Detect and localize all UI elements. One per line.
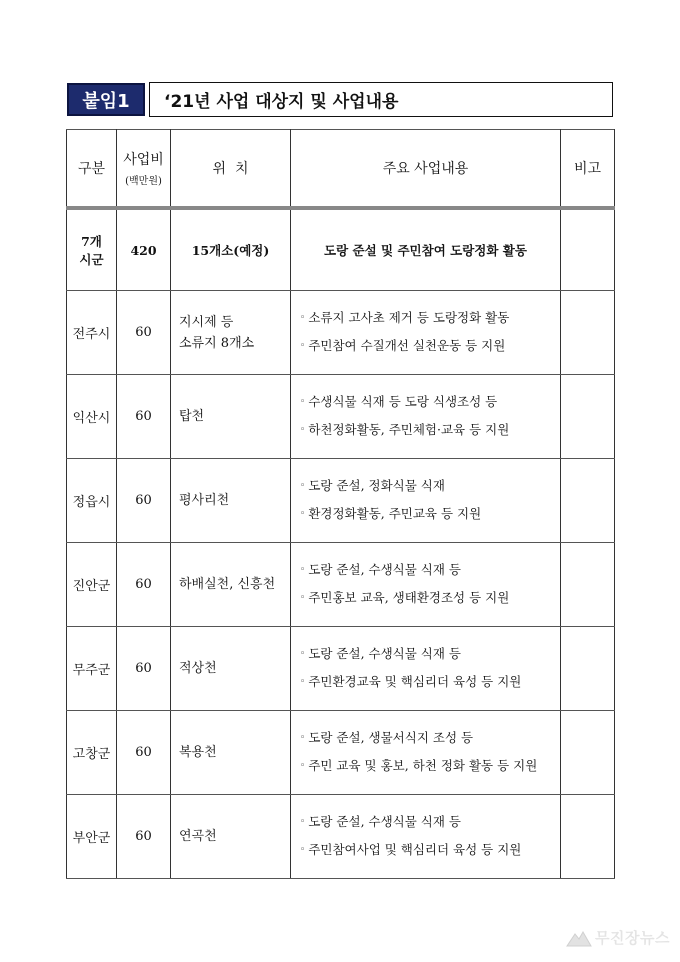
row-region: 전주시 <box>67 291 117 375</box>
total-content: 도랑 준설 및 주민참여 도랑정화 활동 <box>291 208 561 291</box>
row-location: 복용천 <box>171 711 291 795</box>
page-title-text: ‘21년 사업 대상지 및 사업내용 <box>164 92 399 112</box>
row-content: ◦ 도랑 준설, 수생식물 식재 등 ◦ 주민참여사업 및 핵심리더 육성 등 지원 <box>291 795 561 879</box>
attachment-tag <box>67 83 145 116</box>
row-region: 익산시 <box>67 375 117 459</box>
row-note <box>561 627 615 711</box>
header-content: 주요 사업내용 <box>291 130 561 209</box>
table-header-row <box>67 130 615 209</box>
row-location: 연곡천 <box>171 795 291 879</box>
header-budget-label: 사업비 <box>123 152 164 168</box>
header-region: 구분 <box>67 130 117 209</box>
row-region: 진안군 <box>67 543 117 627</box>
attachment-tag-label: 붙임1 <box>82 90 130 112</box>
total-budget: 420 <box>117 208 171 291</box>
row-content: ◦ 도랑 준설, 생물서식지 조성 등 ◦ 주민 교육 및 홍보, 하천 정화 활동 등 지원 <box>291 711 561 795</box>
table-total-row <box>67 208 615 291</box>
watermark-text: 무진장뉴스 <box>595 929 670 947</box>
row-location: 지시제 등 소류지 8개소 <box>171 291 291 375</box>
row-region: 부안군 <box>67 795 117 879</box>
total-location: 15개소(예정) <box>171 208 291 291</box>
table-row <box>67 627 615 711</box>
row-budget: 60 <box>117 291 171 375</box>
row-note <box>561 375 615 459</box>
row-budget: 60 <box>117 627 171 711</box>
header-budget-unit: (백만원) <box>125 176 162 187</box>
row-note <box>561 543 615 627</box>
table-row <box>67 375 615 459</box>
header-note: 비고 <box>561 130 615 209</box>
header-budget <box>117 130 171 209</box>
row-note <box>561 459 615 543</box>
row-location: 적상천 <box>171 627 291 711</box>
header-location: 위 치 <box>171 130 291 209</box>
row-budget: 60 <box>117 795 171 879</box>
row-location: 평사리천 <box>171 459 291 543</box>
table-row <box>67 291 615 375</box>
row-location: 하배실천, 신흥천 <box>171 543 291 627</box>
row-budget: 60 <box>117 459 171 543</box>
table-row <box>67 795 615 879</box>
row-budget: 60 <box>117 711 171 795</box>
total-region: 7개 시군 <box>67 208 117 291</box>
row-content: ◦ 수생식물 식재 등 도랑 식생조성 등 ◦ 하천정화활동, 주민체험·교육 등 지원 <box>291 375 561 459</box>
row-content: ◦ 도랑 준설, 수생식물 식재 등 ◦ 주민환경교육 및 핵심리더 육성 등 지원 <box>291 627 561 711</box>
row-location: 탑천 <box>171 375 291 459</box>
row-region: 정읍시 <box>67 459 117 543</box>
table-row <box>67 711 615 795</box>
watermark <box>566 927 670 948</box>
page-title <box>149 82 613 117</box>
total-note <box>561 208 615 291</box>
row-content: ◦ 도랑 준설, 수생식물 식재 등 ◦ 주민홍보 교육, 생태환경조성 등 지원 <box>291 543 561 627</box>
row-region: 고창군 <box>67 711 117 795</box>
row-note <box>561 795 615 879</box>
row-note <box>561 711 615 795</box>
row-content: ◦ 소류지 고사초 제거 등 도랑정화 활동 ◦ 주민참여 수질개선 실천운동 등 지원 <box>291 291 561 375</box>
row-content: ◦ 도랑 준설, 정화식물 식재 ◦ 환경정화활동, 주민교육 등 지원 <box>291 459 561 543</box>
row-note <box>561 291 615 375</box>
row-region: 무주군 <box>67 627 117 711</box>
row-budget: 60 <box>117 375 171 459</box>
row-budget: 60 <box>117 543 171 627</box>
table-row <box>67 543 615 627</box>
table-row <box>67 459 615 543</box>
mountain-logo-icon <box>566 929 592 947</box>
project-table <box>66 129 615 879</box>
